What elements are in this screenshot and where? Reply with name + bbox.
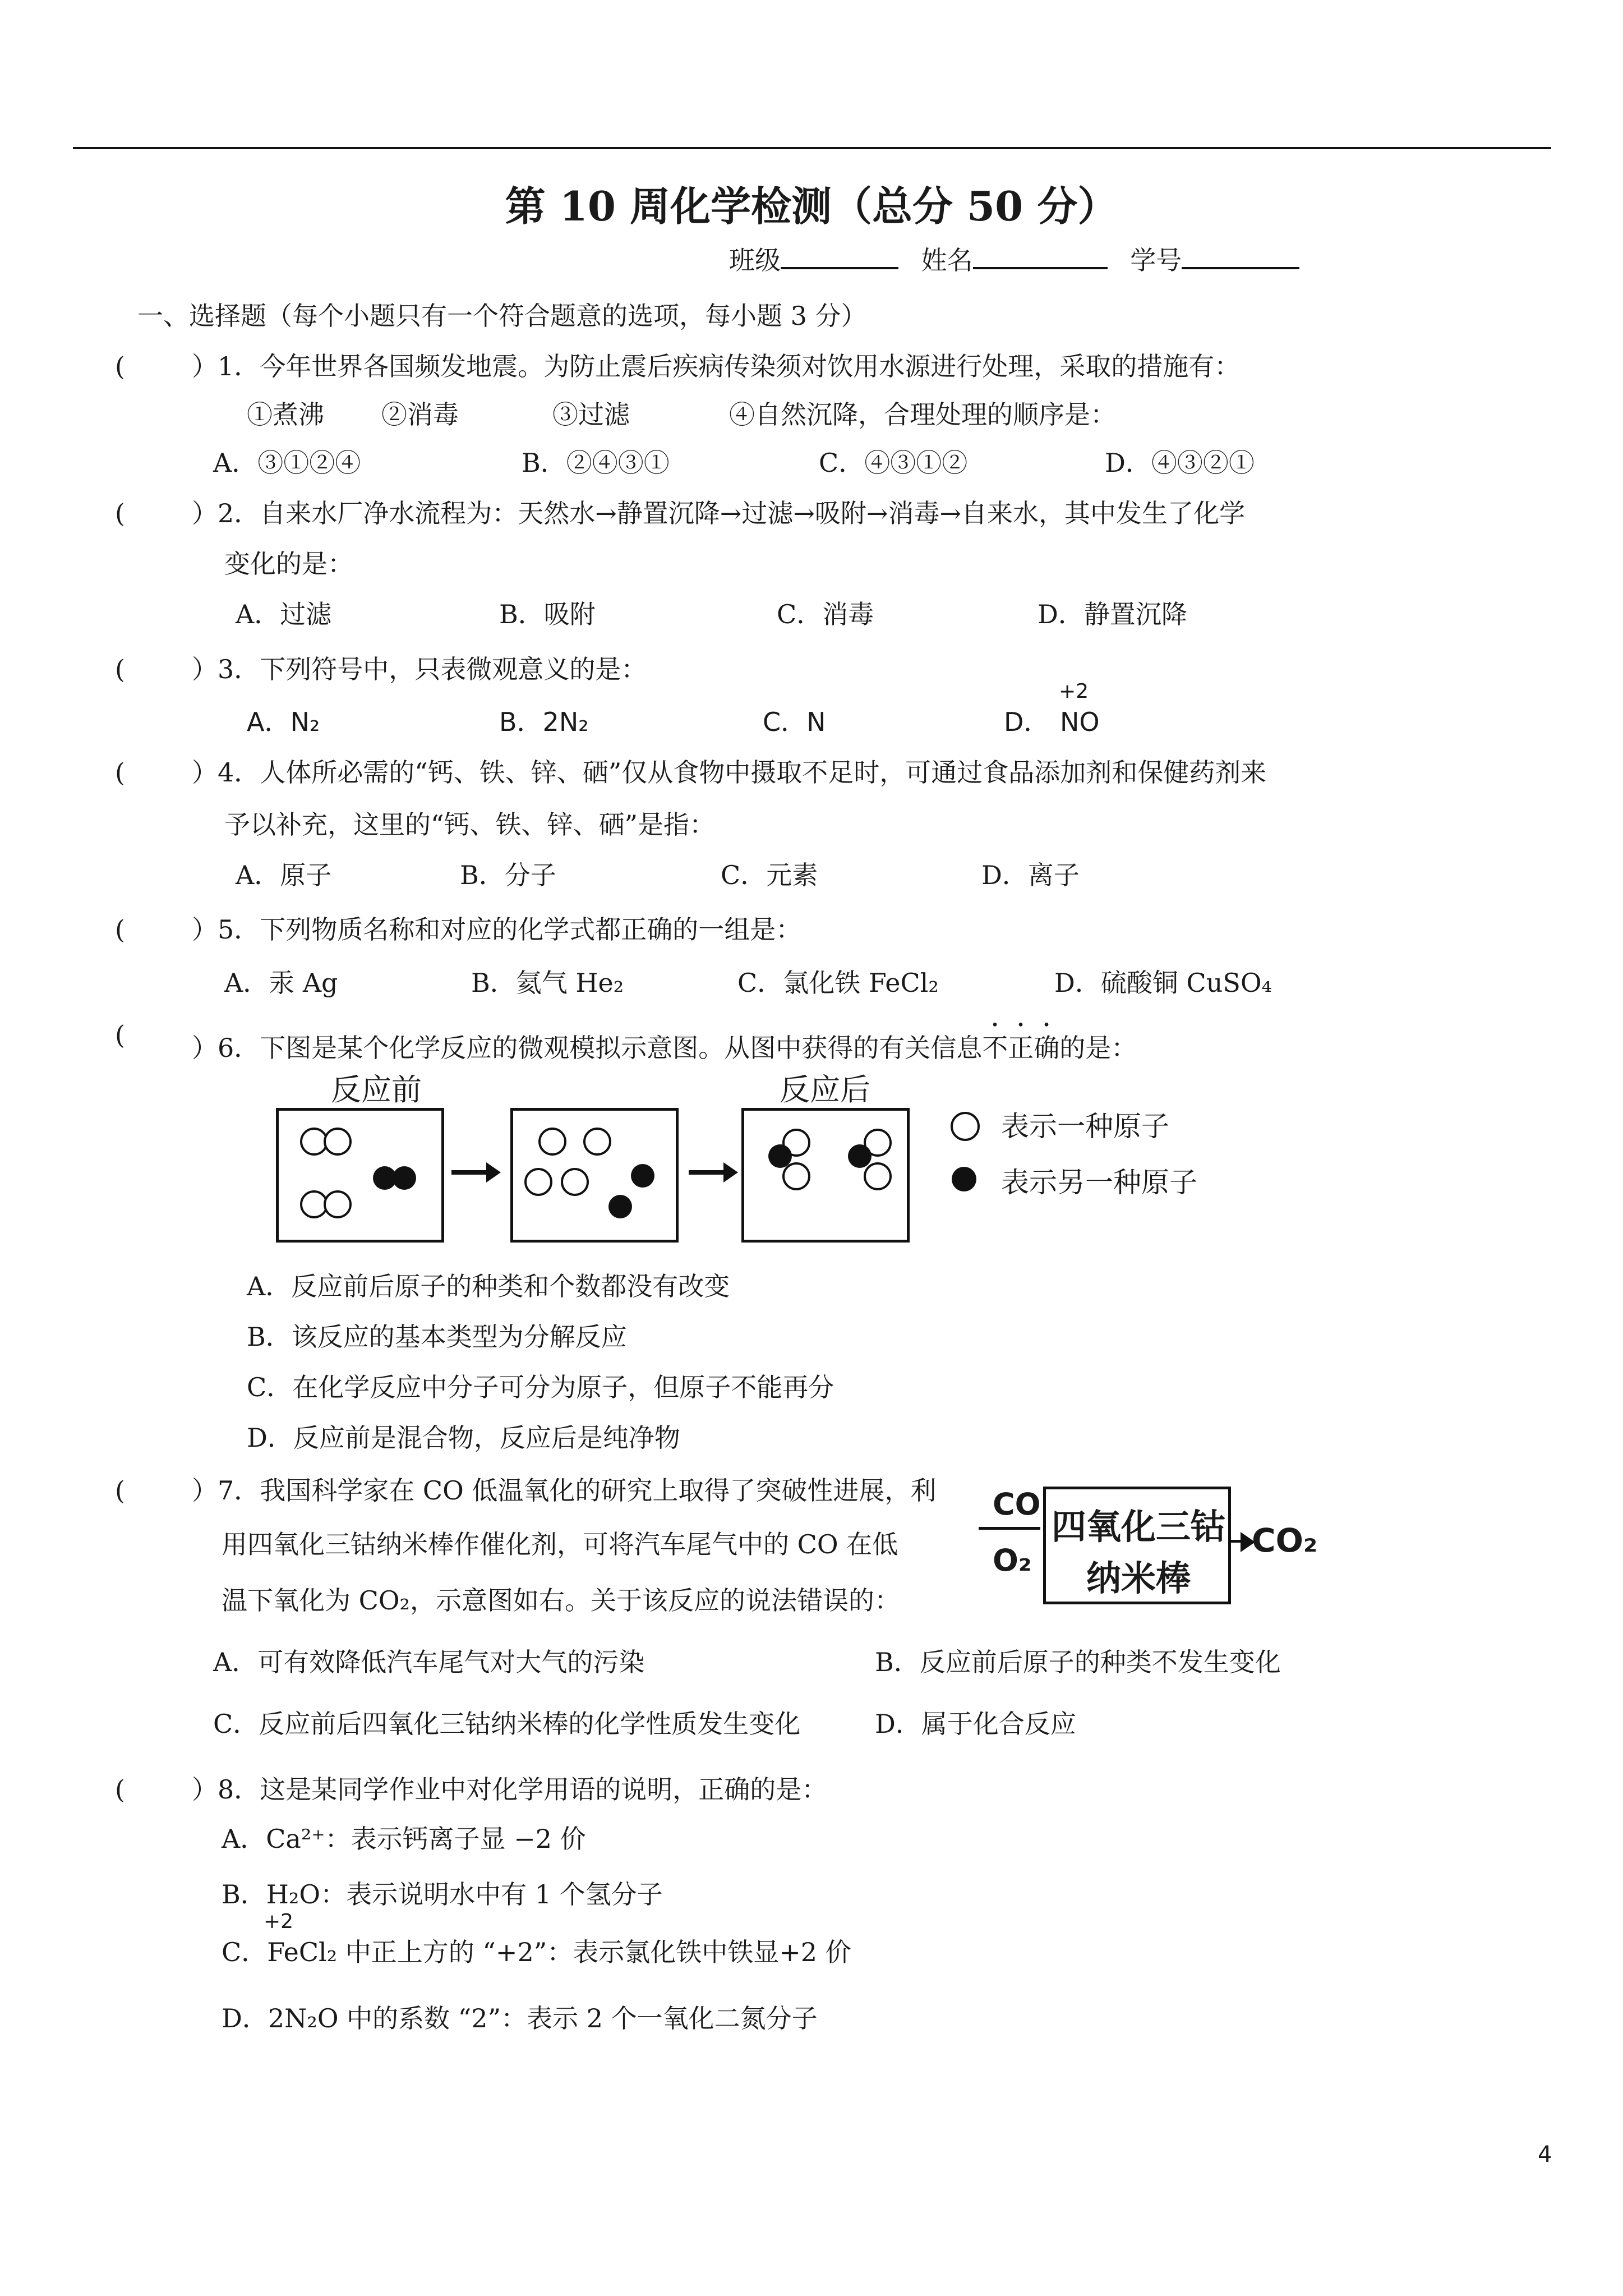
page-title: 第 10 周化学检测（总分 50 分） <box>505 182 1118 230</box>
q5-answer-open: ( <box>115 914 125 945</box>
q7-catalyst-line2: 纳米棒 <box>1086 1558 1191 1599</box>
black-atom <box>768 1144 792 1168</box>
white-atom <box>524 1168 552 1196</box>
page-number: 4 <box>1538 2142 1552 2168</box>
class-blank[interactable] <box>781 242 898 269</box>
q7-answer-open: ( <box>115 1475 125 1506</box>
q5-stem: ）5．下列物质名称和对应的化学式都正确的一组是： <box>192 914 802 945</box>
q6-option-b[interactable]: B．该反应的基本类型为分解反应 <box>247 1322 627 1352</box>
q7-stem-line-3: 温下氧化为 CO₂，示意图如右。关于该反应的说法错误的： <box>222 1585 900 1616</box>
q6-stem-end: 的是： <box>1059 1033 1137 1063</box>
id-label: 学号 <box>1130 245 1182 275</box>
q7-output-arrow <box>1229 1540 1245 1543</box>
q1-option-a[interactable]: A．③①②④ <box>213 448 361 478</box>
black-atom <box>631 1164 654 1188</box>
legend-white-label: 表示一种原子 <box>1001 1110 1169 1143</box>
white-atom <box>782 1162 810 1190</box>
reaction-box-before <box>276 1108 444 1243</box>
q4-stem: ）4．人体所必需的“钙、铁、锌、硒”仅从食物中摄取不足时，可通过食品添加剂和保健药剂来 <box>192 757 1267 788</box>
q3-answer-open: ( <box>115 654 125 684</box>
class-label: 班级 <box>729 245 781 275</box>
legend-white-atom-icon <box>951 1112 980 1141</box>
legend-black-atom-icon <box>952 1167 976 1191</box>
q4-option-a[interactable]: A．原子 <box>236 860 332 890</box>
q3-option-b[interactable]: B．2N₂ <box>499 707 589 737</box>
q7-option-d[interactable]: D．属于化合反应 <box>875 1709 1076 1739</box>
q8-answer-open: ( <box>115 1774 125 1805</box>
q1-measure-3: ③过滤 <box>552 399 630 430</box>
q6-option-a[interactable]: A．反应前后原子的种类和个数都没有改变 <box>247 1271 730 1301</box>
section-heading: 一、选择题（每个小题只有一个符合题意的选项，每小题 3 分） <box>137 301 867 331</box>
white-atom <box>324 1190 352 1218</box>
q3-option-a[interactable]: A．N₂ <box>247 707 320 737</box>
q5-option-a[interactable]: A．汞 Ag <box>224 968 338 998</box>
q2-option-a[interactable]: A．过滤 <box>236 599 332 629</box>
q1-measure-2: ②消毒 <box>381 399 459 430</box>
reaction-arrow-2 <box>689 1170 728 1175</box>
q1-answer-open: ( <box>115 351 125 381</box>
q4-option-c[interactable]: C．元素 <box>721 860 818 890</box>
q6-option-c[interactable]: C．在化学反应中分子可分为原子，但原子不能再分 <box>247 1372 834 1402</box>
q7-option-b[interactable]: B．反应前后原子的种类不发生变化 <box>875 1647 1281 1677</box>
top-rule <box>73 147 1551 149</box>
name-label: 姓名 <box>921 245 973 275</box>
q3-d-valence: +2 <box>1059 680 1089 703</box>
white-atom <box>864 1162 892 1190</box>
q7-input-o2: O₂ <box>993 1543 1032 1578</box>
q6-option-d[interactable]: D．反应前是混合物，反应后是纯净物 <box>247 1423 680 1453</box>
name-blank[interactable] <box>973 242 1108 269</box>
q8-option-c[interactable]: C．FeCl₂ 中正上方的 “+2”：表示氯化铁中铁显+2 价 <box>222 1937 851 1967</box>
q7-input-co: CO <box>993 1487 1041 1522</box>
q2-option-c[interactable]: C．消毒 <box>777 599 874 629</box>
q1-measure-4: ④自然沉降，合理处理的顺序是： <box>729 399 1116 430</box>
q2-option-b[interactable]: B．吸附 <box>499 599 596 629</box>
q5-option-c[interactable]: C．氯化铁 FeCl₂ <box>737 968 939 998</box>
q1-option-d[interactable]: D．④③②① <box>1105 448 1255 478</box>
q5-option-b[interactable]: B．氦气 He₂ <box>471 968 624 998</box>
q7-option-a[interactable]: A．可有效降低汽车尾气对大气的污染 <box>213 1647 645 1677</box>
q2-stem: ）2．自来水厂净水流程为：天然水→静置沉降→过滤→吸附→消毒→自来水，其中发生了化学 <box>192 498 1245 528</box>
q1-option-c[interactable]: C．④③①② <box>819 448 968 478</box>
white-atom <box>583 1128 611 1156</box>
q4-option-d[interactable]: D．离子 <box>981 860 1080 890</box>
q2-stem-cont: 变化的是： <box>224 549 353 579</box>
q7-stem-line-2: 用四氧化三钴纳米棒作催化剂，可将汽车尾气中的 CO 在低 <box>222 1529 898 1559</box>
q4-option-b[interactable]: B．分子 <box>460 860 556 890</box>
student-info-line <box>729 242 1299 277</box>
q5-option-d[interactable]: D．硫酸铜 CuSO₄ <box>1054 968 1272 998</box>
q4-stem-cont: 予以补充，这里的“钙、铁、锌、硒”是指： <box>224 809 716 840</box>
q8-stem: ）8．这是某同学作业中对化学用语的说明，正确的是： <box>192 1774 828 1805</box>
white-atom <box>538 1128 566 1156</box>
q6-answer-open: ( <box>115 1020 125 1050</box>
q1-stem: ）1．今年世界各国频发地震。为防止震后疾病传染须对饮用水源进行处理，采取的措施有： <box>192 351 1241 381</box>
black-atom <box>393 1166 416 1190</box>
q7-input-line <box>979 1527 1040 1530</box>
q4-answer-open: ( <box>115 757 125 788</box>
reaction-arrow-1 <box>451 1170 491 1175</box>
q6-stem-emphasis: 不正确 <box>982 1033 1060 1063</box>
q6-after-label: 反应后 <box>780 1072 870 1107</box>
q8-option-b[interactable]: B．H₂O：表示说明水中有 1 个氢分子 <box>222 1879 663 1910</box>
q1-option-b[interactable]: B．②④③① <box>522 448 670 478</box>
q2-option-d[interactable]: D．静置沉降 <box>1038 599 1187 629</box>
id-blank[interactable] <box>1182 242 1299 269</box>
q8-option-a[interactable]: A．Ca²⁺：表示钙离子显 −2 价 <box>222 1824 586 1854</box>
white-atom <box>561 1168 589 1196</box>
q8-c-valence: +2 <box>264 1910 294 1933</box>
q3-stem: ）3．下列符号中，只表微观意义的是： <box>192 654 647 684</box>
q7-stem-line-1: ）7．我国科学家在 CO 低温氧化的研究上取得了突破性进展，利 <box>192 1475 937 1506</box>
q2-answer-open: ( <box>115 498 125 528</box>
q7-output-co2: CO₂ <box>1252 1521 1318 1559</box>
q3-d-formula: NO <box>1060 707 1100 737</box>
white-atom <box>324 1128 352 1156</box>
legend-black-label: 表示另一种原子 <box>1001 1166 1197 1199</box>
q3-option-c[interactable]: C．N <box>763 707 826 737</box>
q7-catalyst-line1: 四氧化三钴 <box>1051 1506 1225 1547</box>
q8-option-d[interactable]: D．2N₂O 中的系数 “2”：表示 2 个一氧化二氮分子 <box>222 2003 818 2033</box>
q6-stem <box>192 1018 1137 1065</box>
black-atom <box>848 1144 872 1168</box>
q3-option-d[interactable]: D． <box>1004 707 1050 737</box>
black-atom <box>608 1195 632 1218</box>
q6-before-label: 反应前 <box>331 1072 422 1107</box>
q6-stem-text: ）6．下图是某个化学反应的微观模拟示意图。从图中获得的有关信息 <box>192 1033 983 1063</box>
q1-measure-1: ①煮沸 <box>247 399 324 430</box>
q7-option-c[interactable]: C．反应前后四氧化三钴纳米棒的化学性质发生变化 <box>213 1709 801 1739</box>
